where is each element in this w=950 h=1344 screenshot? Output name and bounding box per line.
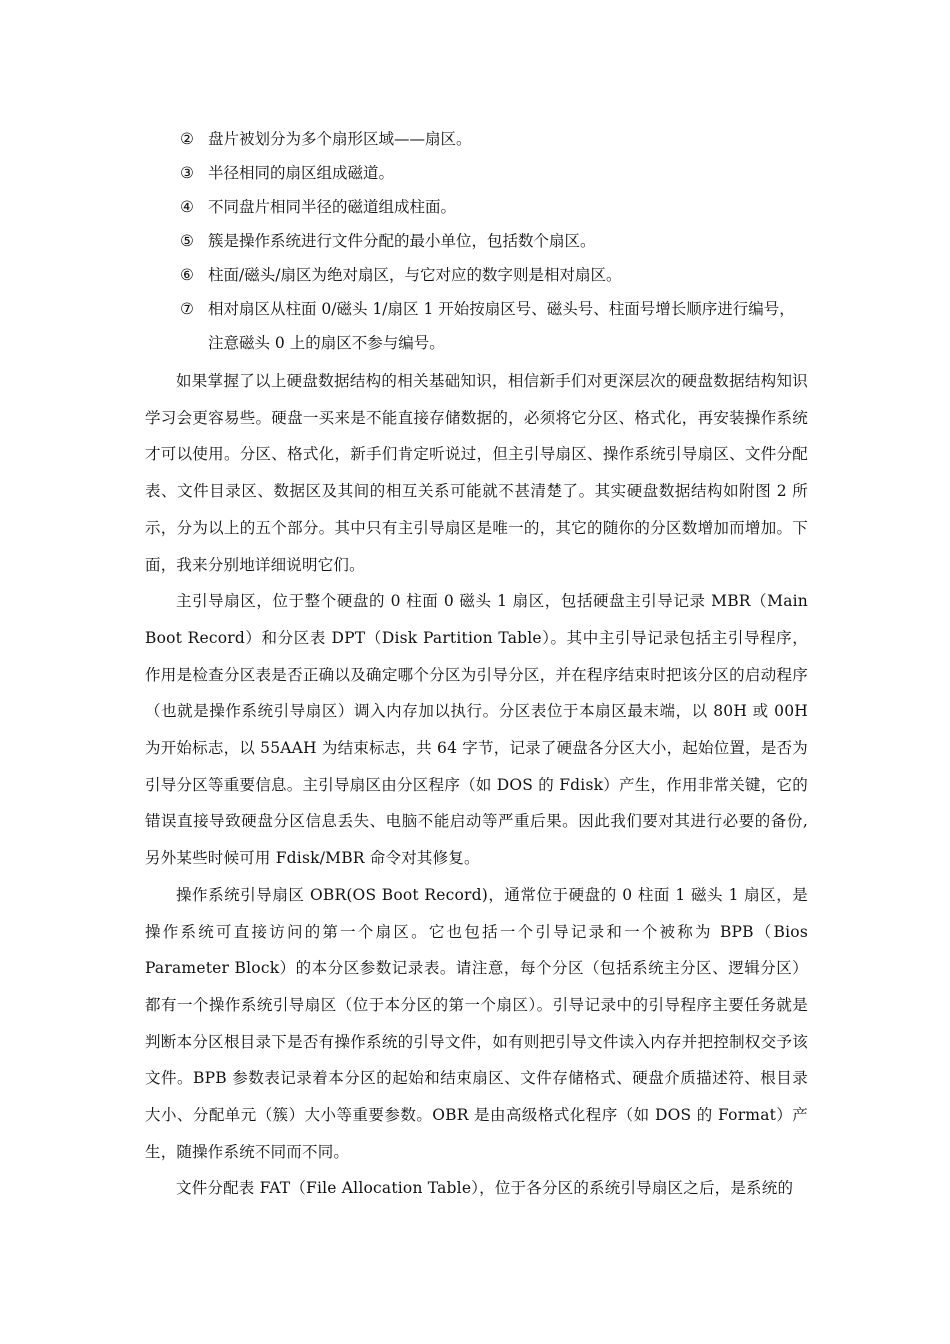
list-item bbox=[180, 292, 810, 360]
list-text: 盘片被划分为多个扇形区域——扇区。 bbox=[208, 130, 472, 148]
list-item bbox=[180, 156, 810, 190]
paragraph-intro: 如果掌握了以上硬盘数据结构的相关基础知识，相信新手们对更深层次的硬盘数据结构知识学习会更容易些。硬盘一买来是不能直接存储数据的，必须将它分区、格式化，再安装操作系统才可以使用。分区、格式化，新手们肯定听说过，但主引导扇区、操作系统引导扇区、文件分配表、文件目录区、数据区及其间的相互关系可能就不甚清楚了。其实硬盘数据结构如附图 2 所示，分为以上的五个部分。其中只有主引导扇区是唯一的，其它的随你的分区数增加而增加。下面，我来分别地详细说明它们。 bbox=[145, 372, 808, 574]
list-text: 簇是操作系统进行文件分配的最小单位，包括数个扇区。 bbox=[208, 232, 596, 250]
paragraph-obr: 操作系统引导扇区 OBR(OS Boot Record)，通常位于硬盘的 0 柱面 1 磁头 1 扇区，是操作系统可直接访问的第一个扇区。它也包括一个引导记录和一个被称为 BPB（Bios Parameter Block）的本分区参数记录表。请注意，每个分区（包括系统主分区、逻辑分区）都有一个操作系统引导扇区（位于本分区的第一个扇区）。引导记录中的引导程序主要任务就是判断本分区根目录下是否有操作系统的引导文件，如有则把引导文件读入内存并把控制权交予该文件。BPB 参数表记录着本分区的起始和结束扇区、文件存储格式、硬盘介质描述符、根目录大小、分配单元（簇）大小等重要参数。OBR 是由高级格式化程序（如 DOS 的 Format）产生，随操作系统不同而不同。 bbox=[145, 885, 808, 1161]
paragraph-mbr: 主引导扇区，位于整个硬盘的 0 柱面 0 磁头 1 扇区，包括硬盘主引导记录 MBR（Main Boot Record）和分区表 DPT（Disk Partition Table）。其中主引导记录包括主引导程序，作用是检查分区表是否正确以及确定哪个分区为引导分区，并在程序结束时把该分区的启动程序（也就是操作系统引导扇区）调入内存加以执行。分区表位于本扇区最末端，以 80H 或 00H 为开始标志，以 55AAH 为结束标志，共 64 字节，记录了硬盘各分区大小，起始位置，是否为引导分区等重要信息。主引导扇区由分区程序（如 DOS 的 Fdisk）产生，作用非常关键，它的错误直接导致硬盘分区信息丢失、电脑不能启动等严重后果。因此我们要对其进行必要的备份,另外某些时候可用 Fdisk/MBR 命令对其修复。 bbox=[145, 592, 808, 868]
list-item bbox=[180, 122, 810, 156]
list-item bbox=[180, 224, 810, 258]
list-text: 柱面/磁头/扇区为绝对扇区，与它对应的数字则是相对扇区。 bbox=[208, 266, 622, 284]
list-number: ④ bbox=[180, 198, 194, 216]
list-text: 半径相同的扇区组成磁道。 bbox=[208, 164, 395, 182]
list-item bbox=[180, 258, 810, 292]
list-number: ⑥ bbox=[180, 266, 194, 284]
list-number: ③ bbox=[180, 164, 194, 182]
list-text: 相对扇区从柱面 0/磁头 1/扇区 1 开始按扇区号、磁头号、柱面号增长顺序进行编号，注意磁头 0 上的扇区不参与编号。 bbox=[208, 300, 795, 352]
list-number: ⑦ bbox=[180, 300, 194, 318]
numbered-list bbox=[180, 122, 810, 360]
list-number: ② bbox=[180, 130, 194, 148]
list-item bbox=[180, 190, 810, 224]
list-text: 不同盘片相同半径的磁道组成柱面。 bbox=[208, 198, 457, 216]
list-number: ⑤ bbox=[180, 232, 194, 250]
paragraph-fat: 文件分配表 FAT（File Allocation Table），位于各分区的系统引导扇区之后，是系统的 bbox=[176, 1179, 794, 1198]
body-text bbox=[145, 363, 808, 1207]
